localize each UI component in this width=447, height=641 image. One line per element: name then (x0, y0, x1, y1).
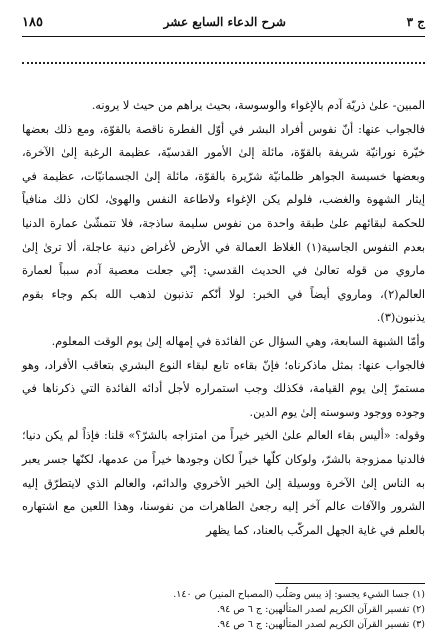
paragraph-3: وأمّا الشبهة السابعة، وهي السؤال عن الفائدة في إمهاله إلىٰ يوم الوقت المعلوم. (51, 334, 425, 348)
main-text (22, 94, 425, 542)
header-rule (22, 36, 425, 37)
dotted-separator (22, 62, 425, 64)
footnote-3: (٣) تفسير القرآن الكريم لصدر المتألهين: ج ٦ ص ٩٤. (217, 619, 425, 630)
footnote-2: (٢) تفسير القرآن الكريم لصدر المتألهين: ج ٦ ص ٩٤. (217, 604, 425, 615)
paragraph-4: فالجواب عنها: بمثل ماذكرناه؛ فإنّ بقاءه تابع لبقاء النوع البشري بتعاقب الأفراد، وهو مستمرّ إلىٰ يوم القيامة، فكذلك وجب استمراره لأجل أدائه الفائدة التي ذكرناها في وجوده ووجود وسوسته إلىٰ يوم الدين. (22, 358, 425, 419)
page-number: ١٨٥ (22, 14, 43, 30)
paragraph-1: المبين- علىٰ ذريّة آدم بالإغواء والوسوسة، بحيث يراهم من حيث لا يرونه. (91, 99, 425, 112)
page-header (22, 10, 425, 34)
footnote-1: (١) جسا الشيء يجسو: إذ يبس وصَلُب (المصباح المنير) ص ١٤٠. (173, 589, 425, 600)
paragraph-2: فالجواب عنها: أنّ نفوس أفراد البشر في أوّل الفطرة ناقصة بالقوّة، ومع ذلك بعضها خيّرة نورانيّة شريفة بالقوّة، مائلة إلىٰ الأمور القدسيّة، عظيمة الرغبة إلىٰ الآخرة، وبعضها خسيسة الجواهر ظلمانيّة شرّيرة بالقوّة، مائلة إلىٰ الجسمانيّات، عظيمة في إيثار الشهوة والغضب، فلولم يكن الإغواء ولاطاعة النفس والهوىٰ، لكان ذلك منافياً للحكمة لبقائهم علىٰ طبقة واحدة من نفوس سليمة ساذجة، فلا تتمشّىٰ عمارة الدنيا بعدم النفوس الجاسية(١) الغلاظ العمالة في الأرض لأغراض دنية عاجلة، ألا ترىٰ إلىٰ ماروي من قوله تعالىٰ في الحديث القدسي: إنّي جعلت معصية آدم سبباً لعمارة العالم(٢)، وماروي أيضاً في الخبر: لولا أنّكم تذنبون لذهب الله بكم وجاء بقوم يذنبون(٣). (22, 122, 425, 325)
volume-label: ج ٣ (406, 15, 425, 29)
paragraph-5: وقوله: «أليس بقاء العالم علىٰ الخير خيراً من امتزاجه بالشرّ؟» قلنا: فإذاً لم يكن دنيا؛ فالدنيا ممزوجة بالشرّ، ولوكان كلّها خيراً لكان وجودها خيراً من عدمها، لكنّها جسر يعبر به الناس إلىٰ الآخرة ووسيلة إلىٰ الخير الأخروي والدائم، والعالم الذي لايتطرّق إليه الشرور والآفات عالم آخر إليه رجعىٰ الطاهرات من نفوسنا، وهذا اللعين مع اشتهاره بالعلم في غاية الجهل المركّب بالعناد، كما يظهر (22, 429, 425, 537)
footnote-rule (275, 583, 425, 584)
footnotes (22, 587, 425, 632)
running-title: شرح الدعاء السابع عشر (163, 15, 286, 29)
